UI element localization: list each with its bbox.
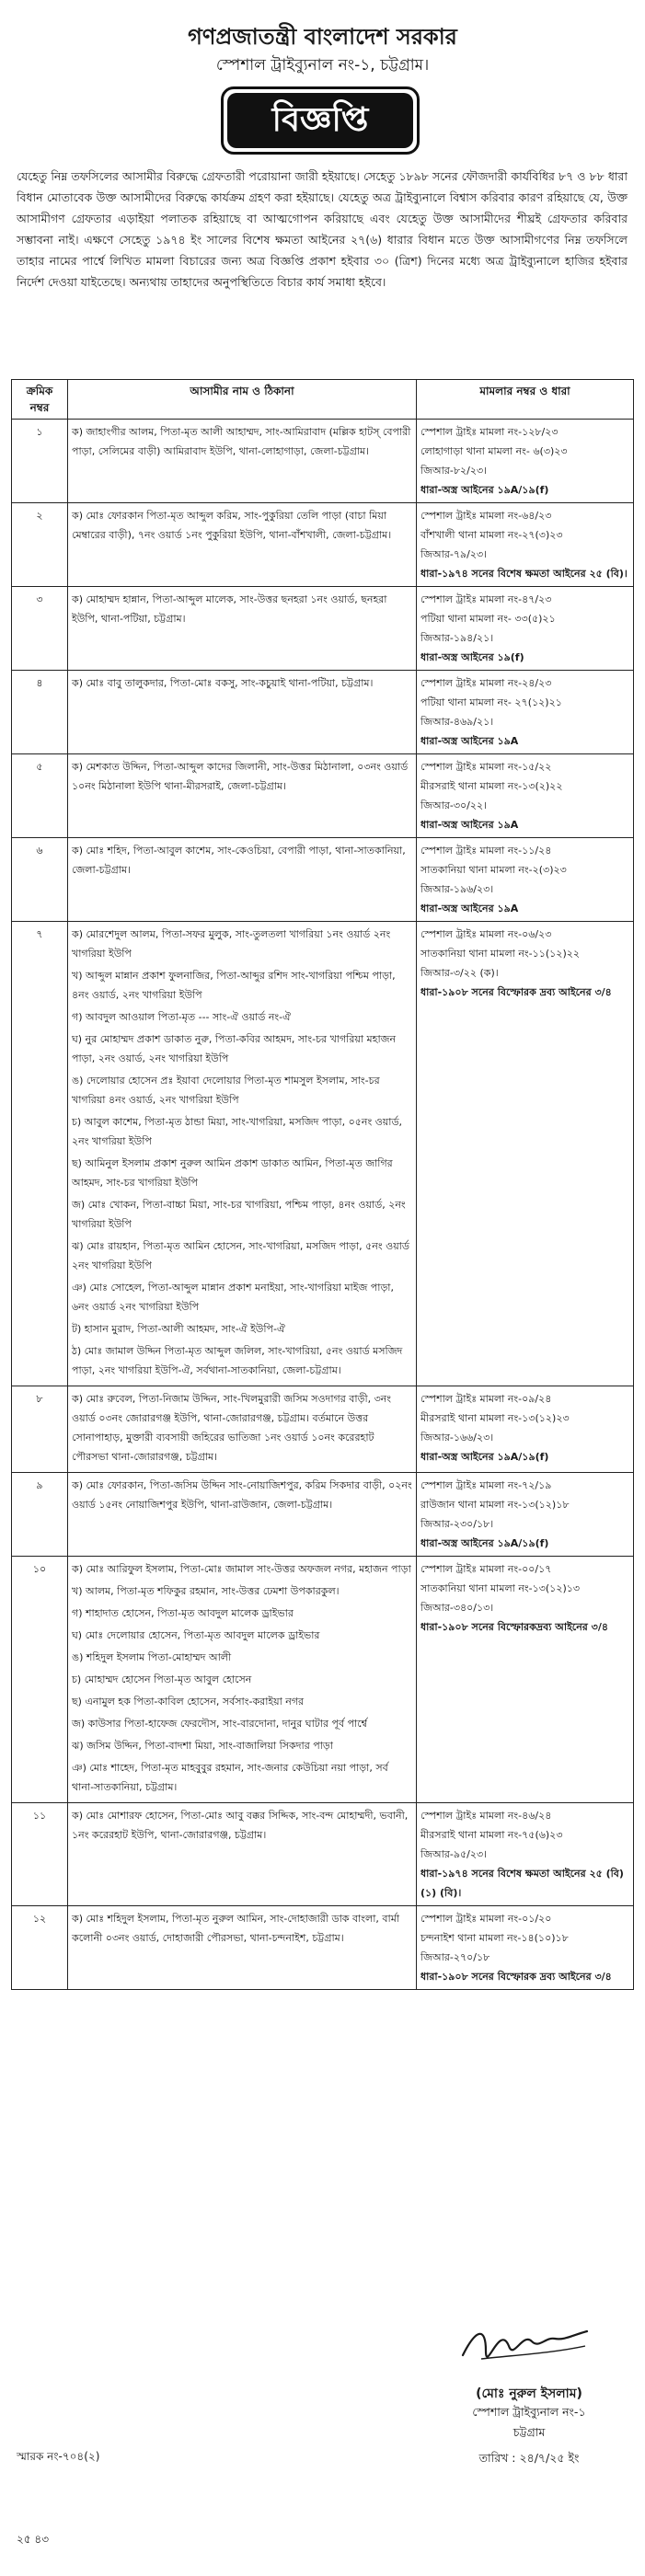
table-row [12, 587, 634, 671]
accused-entry: খ) আলম, পিতা-মৃত শফিকুর রহমান, সাং-উত্তর ঢেমশা উপকারকুল। [72, 1585, 340, 1597]
case-line: স্পেশাল ট্রাইঃ মামলা নং-১১/২৪ [420, 845, 552, 857]
signatory-designation: স্পেশাল ট্রাইব্যুনাল নং-১ [472, 2405, 586, 2419]
accused-entry: ক) মোঃ শহিদ, পিতা-আবুল কাশেম, সাং-কেওচিয়া, বেপারী পাড়া, থানা-সাতকানিয়া, জেলা-চট্টগ্রাম। [72, 845, 406, 876]
case-line: স্পেশাল ট্রাইঃ মামলা নং-৭২/১৯ [420, 1479, 552, 1491]
row-serial: ৭ [12, 922, 68, 1386]
accused-entry: ঘ) মোঃ দেলোয়ার হোসেন, পিতা-মৃত আবদুল মালেক ড্রাইভার [72, 1629, 320, 1641]
row-case-cell [417, 1473, 634, 1557]
row-case-cell [417, 1803, 634, 1906]
case-line: মীরসরাই থানা মামলা নং-৭৫(৬)২৩ [420, 1829, 563, 1841]
accused-entry: ক) মোহাম্মদ হান্নান, পিতা-আব্দুল মালেক, সাং-উত্তর ছনহরা ১নং ওয়ার্ড, ছনহরা ইউপি, থানা-পটিয়া, চট্টগ্রাম। [72, 593, 387, 625]
case-line: রাউজান থানা মামলা নং-১৩(১২)১৮ [420, 1499, 570, 1511]
row-accused-cell [68, 503, 417, 587]
row-accused-cell [68, 1803, 417, 1906]
case-section: ধারা-অস্ত্র আইনের ১৯A/১৯(f) [420, 1451, 549, 1463]
case-line: জিআর-৮২/২৩। [420, 465, 488, 477]
case-line: জিআর-২৩০/১৮। [420, 1518, 494, 1530]
case-line: জিআর-৪৬৯/২১। [420, 716, 494, 728]
case-line: স্পেশাল ট্রাইঃ মামলা নং-০০/১৭ [420, 1563, 552, 1575]
case-section: ধারা-অস্ত্র আইনের ১৯(f) [420, 651, 524, 663]
signatory-place: চট্টগ্রাম [513, 2425, 546, 2439]
table-row [12, 503, 634, 587]
table-body [12, 420, 634, 1990]
row-accused-cell [68, 420, 417, 503]
case-line: জিআর-১৯৪/২১। [420, 632, 494, 644]
case-line: জিআর-২৭০/১৮ [420, 1951, 490, 1963]
case-line: লোহাগাড়া থানা মামলা নং- ৬(৩)২৩ [420, 445, 568, 457]
case-line: জিআর-৩৪০/১৩। [420, 1602, 494, 1614]
case-line: স্পেশাল ট্রাইঃ মামলা নং-৪৭/২৩ [420, 593, 552, 605]
case-line: পটিয়া থানা মামলা নং- ২৭(১২)২১ [420, 696, 562, 708]
row-accused-cell [68, 1906, 417, 1990]
accused-entry: চ) আবুল কাশেম, পিতা-মৃত ঠান্ডা মিয়া, সাং-খাগরিয়া, মসজিদ পাড়া, ০৫নং ওয়ার্ড, ২নং খাগরিয়া ইউপি [72, 1116, 403, 1147]
case-section: ধারা-অস্ত্র আইনের ১৯A [420, 819, 519, 831]
case-line: জিআর-১৬৬/২৩। [420, 1432, 494, 1443]
case-line: স্পেশাল ট্রাইঃ মামলা নং-০১/২০ [420, 1913, 552, 1925]
row-accused-cell [68, 754, 417, 838]
accused-entry: ক) মোঃ রুবেল, পিতা-নিজাম উদ্দিন, সাং-খিলমুরারী জসিম সওদাগর বাড়ী, ৩নং ওয়ার্ড ০৩নং জোরারগঞ্জ ইউপি, থানা-জোরারগঞ্জ, চট্টগ্রাম। বর্তমানে উত্তর সোনাপাহাড়, মুক্তারী ব্যবসায়ী জহিরের ভাতিজা ১নং ওয়ার্ড ১০নং করেরহাট পৌরসভা থানা-জোরারগঞ্জ, চট্টগ্রাম। [72, 1393, 392, 1463]
row-accused-cell [68, 1386, 417, 1473]
header-accused: আসামীর নাম ও ঠিকানা [68, 380, 417, 420]
accused-entry: ক) জাহাংগীর আলম, পিতা-মৃত আলী আহাম্মদ, সাং-আমিরাবাদ (মল্লিক হাটস্ বেপারী পাড়া, সেলিমের বাড়ী) আমিরাবাদ ইউপি, থানা-লোহাগাড়া, জেলা-চট্টগ্রাম। [72, 426, 411, 457]
accused-entry: ক) মোরশেদুল আলম, পিতা-সফর মুলুক, সাং-তুলতলা খাগরিয়া ১নং ওয়ার্ড ২নং খাগরিয়া ইউপি [72, 928, 391, 960]
accused-entry: ট) হাসান মুরাদ, পিতা-আলী আহমদ, সাং-ঐ ইউপি-ঐ [72, 1323, 285, 1335]
row-case-cell [417, 754, 634, 838]
accused-entry: চ) মোহাম্মদ হোসেন পিতা-মৃত আবুল হোসেন [72, 1673, 252, 1685]
table-row [12, 671, 634, 754]
table-row [12, 1473, 634, 1557]
case-line: জিআর-৯৫/২৩। [420, 1848, 488, 1860]
accused-entry: ক) মোঃ আরিফুল ইসলাম, পিতা-মোঃ জামাল সাং-উত্তর অফজল নগর, মহাজন পাড়া [72, 1563, 411, 1575]
case-section: ধারা-অস্ত্র আইনের ১৯A [420, 903, 519, 914]
accused-entry: ক) মোঃ বাবু তালুকদার, পিতা-মোঃ বকসু, সাং-কচুয়াই থানা-পটিয়া, চট্টগ্রাম। [72, 677, 374, 689]
case-section: ধারা-১৯৭৪ সনের বিশেষ ক্ষমতা আইনের ২৫ (বি) (১) (বি)। [420, 1868, 624, 1899]
accused-entry: ছ) আমিনুল ইসলাম প্রকাশ নুরুল আমিন প্রকাশ ডাকাত আমিন, পিতা-মৃত জাগির আহমদ, সাং-চর খাগরিয়া ইউপি [72, 1157, 393, 1189]
table-row [12, 1386, 634, 1473]
row-serial: ১২ [12, 1906, 68, 1990]
accused-entry: ঝ) জসিম উদ্দিন, পিতা-বাদশা মিয়া, সাং-বাজালিয়া সিকদার পাড়া [72, 1740, 333, 1752]
accused-entry: ঙ) শহিদুল ইসলাম পিতা-মোহাম্মদ আলী [72, 1651, 232, 1663]
accused-entry: ক) মোঃ ফোরকান পিতা-মৃত আব্দুল করিম, সাং-পুকুরিয়া তেলি পাড়া (বাচা মিয়া মেম্বারের বাড়ী), ৭নং ওয়ার্ড ১নং পুকুরিয়া ইউপি, থানা-বাঁশখালী, জেলা-চট্টগ্রাম। [72, 510, 392, 541]
accused-entry: ঞ) মোঃ শাহেদ, পিতা-মৃত মাহবুবুর রহমান, সাং-জনার কেউচিয়া নয়া পাড়া, সর্ব থানা-সাতকানিয়া, চট্টগ্রাম। [72, 1762, 388, 1793]
case-line: স্পেশাল ট্রাইঃ মামলা নং-১২৮/২৩ [420, 426, 559, 438]
intro-paragraph: যেহেতু নিম্ন তফসিলের আসামীর বিরুদ্ধে গ্রেফতারী পরোয়ানা জারী হইয়াছে। সেহেতু ১৮৯৮ সনের ফৌজদারী কার্যবিধির ৮৭ ও ৮৮ ধারা বিধান মোতাবেক উক্ত আসামীদের বিরুদ্ধে কার্যক্রম গ্রহণ করা হইয়াছে। যেহেতু অত্র ট্রাইব্যুনালে বিশ্বাস করিবার কারণ রহিয়াছে যে, উক্ত আসামীগণ গ্রেফতার এড়াইয়া পলাতক রহিয়াছে বা আত্মগোপন করিয়াছে এবং যেহেতু উক্ত আসামীদের শীঘ্রই গ্রেফতার করিবার সম্ভাবনা নাই। এক্ষণে সেহেতু ১৯৭৪ ইং সালের বিশেষ ক্ষমতা আইনের ২৭(৬) ধারার বিধান মতে উক্ত আসামীগণের নিম্ন তফসিলে তাহার নামের পার্শ্বে লিখিত মামলা বিচারের জন্য অত্র বিজ্ঞপ্তি প্রকাশ হইবার ৩০ (ত্রিশ) দিনের মধ্যে অত্র ট্রাইব্যুনালে হাজির হইবার নির্দেশ দেওয়া যাইতেছে। অন্যথায় তাহাদের অনুপস্থিতিতে বিচার কার্য সমাধা হইবে। [17, 169, 628, 289]
row-serial: ৬ [12, 838, 68, 922]
row-case-cell [417, 503, 634, 587]
footer-code: ২৫ ৪৩ [17, 2533, 49, 2546]
accused-entry: ক) মোঃ মোশারফ হোসেন, পিতা-মোঃ আবু বক্কর সিদ্দিক, সাং-বন্দ মোহাম্মদী, ভবানী, ১নং করেরহাট ইউপি, থানা-জোরারগঞ্জ, চট্টগ্রাম। [72, 1810, 409, 1841]
row-serial: ১ [12, 420, 68, 503]
memo-number: স্মারক নং-৭০৪(২) [17, 2450, 100, 2463]
case-line: জিআর-৩০/২২। [420, 799, 488, 811]
case-line: সাতকানিয়া থানা মামলা নং-১১(১২)২২ [420, 948, 581, 960]
case-line: জিআর-১৯৬/২৩। [420, 883, 494, 895]
row-accused-cell [68, 838, 417, 922]
tribunal-title: স্পেশাল ট্রাইব্যুনাল নং-১, চট্টগ্রাম। [215, 56, 430, 75]
accused-entry: ঙ) দেলোয়ার হোসেন প্রঃ ইয়াবা দেলোয়ার পিতা-মৃত শামসুল ইসলাম, সাং-চর খাগরিয়া ৪নং ওয়ার্ড, ২নং খাগরিয়া ইউপি [72, 1075, 380, 1106]
signatory-name: (মোঃ নুরুল ইসলাম) [476, 2386, 582, 2401]
case-line: মীরসরাই থানা মামলা নং-১৩(১২)২৩ [420, 1412, 570, 1424]
accused-entry: জ) মোঃ খোকন, পিতা-বাচ্চা মিয়া, সাং-চর খাগরিয়া, পশ্চিম পাড়া, ৪নং ওয়ার্ড, ২নং খাগরিয়া ইউপি [72, 1199, 406, 1230]
table-row [12, 420, 634, 503]
notice-title: বিজ্ঞপ্তি [227, 93, 413, 148]
case-line: স্পেশাল ট্রাইঃ মামলা নং-০৬/২৩ [420, 928, 552, 940]
header-case: মামলার নম্বর ও ধারা [417, 380, 634, 420]
case-line: সাতকানিয়া থানা মামলা নং-১৩(১২)১৩ [420, 1582, 581, 1594]
row-serial: ১১ [12, 1803, 68, 1906]
accused-entry: গ) আবদুল আওয়াল পিতা-মৃত --- সাং-ঐ ওয়ার্ড নং-ঐ [72, 1011, 291, 1023]
table-row [12, 1803, 634, 1906]
case-section: ধারা-অস্ত্র আইনের ১৯A [420, 735, 519, 747]
row-case-cell [417, 420, 634, 503]
case-line: জিআর-৩/২২ (ক)। [420, 967, 499, 979]
table-row [12, 1557, 634, 1803]
row-serial: ৯ [12, 1473, 68, 1557]
row-case-cell [417, 838, 634, 922]
accused-entry: ক) মেশকাত উদ্দিন, পিতা-আব্দুল কাদের জিলানী, সাং-উত্তর মিঠানালা, ০৩নং ওয়ার্ড ১০নং মিঠানালা ইউপি থানা-মীরসরাই, জেলা-চট্টগ্রাম। [72, 761, 409, 792]
case-line: সাতকানিয়া থানা মামলা নং-২(৩)২৩ [420, 864, 567, 876]
accused-entry: ক) মোঃ ফোরকান, পিতা-জসিম উদ্দিন সাং-নোয়াজিশপুর, করিম সিকদার বাড়ী, ০২নং ওয়ার্ড ১৫নং নোয়াজিশপুর ইউপি, থানা-রাউজান, জেলা-চট্টগ্রাম। [72, 1479, 412, 1511]
table-row [12, 922, 634, 1386]
case-line: স্পেশাল ট্রাইঃ মামলা নং-১৫/২২ [420, 761, 552, 773]
government-title: গণপ্রজাতন্ত্রী বাংলাদেশ সরকার [188, 24, 457, 50]
case-table [11, 379, 634, 1990]
case-line: বাঁশখালী থানা মামলা নং-২৭(৩)২৩ [420, 529, 563, 541]
row-case-cell [417, 1386, 634, 1473]
row-serial: ৪ [12, 671, 68, 754]
case-line: স্পেশাল ট্রাইঃ মামলা নং-২৪/২৩ [420, 677, 552, 689]
row-serial: ৩ [12, 587, 68, 671]
row-serial: ২ [12, 503, 68, 587]
signature-date: তারিখ : ২৪/৭/২৫ ইং [478, 2451, 580, 2465]
case-line: স্পেশাল ট্রাইঃ মামলা নং-৬৪/২৩ [420, 510, 552, 522]
case-line: জিআর-৭৯/২৩। [420, 548, 488, 560]
row-case-cell [417, 1906, 634, 1990]
case-line: স্পেশাল ট্রাইঃ মামলা নং-০৯/২৪ [420, 1393, 552, 1405]
row-case-cell [417, 922, 634, 1386]
accused-entry: ঘ) নুর মোহাম্মদ প্রকাশ ডাকাত নুরু, পিতা-কবির আহমদ, সাং-চর খাগরিয়া মহাজন পাড়া, ২নং ওয়ার্ড, ২নং খাগরিয়া ইউপি [72, 1033, 397, 1064]
case-line: মীরসরাই থানা মামলা নং-১৩(২)২২ [420, 780, 563, 792]
row-accused-cell [68, 671, 417, 754]
row-accused-cell [68, 1473, 417, 1557]
accused-entry: ঠ) মোঃ জামাল উদ্দিন পিতা-মৃত আব্দুল জলিল, সাং-খাগরিয়া, ৫নং ওয়ার্ড মসজিদ পাড়া, ২নং খাগরিয়া ইউপি-ঐ, সর্বথানা-সাতকানিয়া, জেলা-চট্টগ্রাম। [72, 1345, 403, 1376]
table-row [12, 754, 634, 838]
notice-title-box [221, 86, 420, 155]
case-line: চন্দনাইশ থানা মামলা নং-১৪(১০)১৮ [420, 1932, 569, 1944]
case-section: ধারা-অস্ত্র আইনের ১৯A/১৯(f) [420, 1537, 549, 1549]
row-serial: ৫ [12, 754, 68, 838]
row-serial: ৮ [12, 1386, 68, 1473]
table-row [12, 1906, 634, 1990]
row-accused-cell [68, 922, 417, 1386]
row-serial: ১০ [12, 1557, 68, 1803]
accused-entry: গ) শাহাদাত হোসেন, পিতা-মৃত আবদুল মালেক ড্রাইভার [72, 1607, 294, 1619]
case-line: পটিয়া থানা মামলা নং- ৩৩(৫)২১ [420, 613, 556, 625]
case-section: ধারা-অস্ত্র আইনের ১৯A/১৯(f) [420, 484, 549, 496]
case-section: ধারা-১৯০৮ সনের বিস্ফোরক দ্রব্য আইনের ৩/৪ [420, 986, 612, 998]
case-section: ধারা-১৯৭৪ সনের বিশেষ ক্ষমতা আইনের ২৫ (বি)। [420, 568, 628, 580]
header-serial: ক্রমিক নম্বর [12, 380, 68, 420]
signature-image [458, 2318, 596, 2372]
row-case-cell [417, 1557, 634, 1803]
accused-entry: খ) আব্দুল মান্নান প্রকাশ ফুলনাজির, পিতা-আব্দুর রশিদ সাং-খাগরিয়া পশ্চিম পাড়া, ৪নং ওয়ার্ড, ২নং খাগরিয়া ইউপি [72, 970, 396, 1001]
accused-entry: জ) কাউসার পিতা-হাফেজ ফেরদৌস, সাং-বারদোনা, দানুর ঘাটার পূর্ব পার্শ্বে [72, 1718, 367, 1730]
row-accused-cell [68, 587, 417, 671]
table-row [12, 838, 634, 922]
case-line: স্পেশাল ট্রাইঃ মামলা নং-৪৬/২৪ [420, 1810, 552, 1822]
accused-entry: ঝ) মোঃ রায়হান, পিতা-মৃত আমিন হোসেন, সাং-খাগরিয়া, মসজিদ পাড়া, ৫নং ওয়ার্ড ২নং খাগরিয়া ইউপি [72, 1240, 409, 1271]
accused-entry: ক) মোঃ শহিদুল ইসলাম, পিতা-মৃত নুরুল আমিন, সাং-দোহাজারী ডাক বাংলা, বার্মা কলোনী ০৩নং ওয়ার্ড, দোহাজারী পৌরসভা, থানা-চন্দনাইশ, চট্টগ্রাম। [72, 1913, 400, 1944]
accused-entry: ছ) এনামুল হক পিতা-কাবিল হোসেন, সর্বসাং-করাইয়া নগর [72, 1696, 305, 1708]
accused-entry: ঞ) মোঃ সোহেল, পিতা-আব্দুল মান্নান প্রকাশ মনাইয়া, সাং-খাগরিয়া মাইজ পাড়া, ৬নং ওয়ার্ড ২নং খাগরিয়া ইউপি [72, 1282, 394, 1313]
row-accused-cell [68, 1557, 417, 1803]
case-section: ধারা-১৯০৮ সনের বিস্ফোরকদ্রব্য আইনের ৩/৪ [420, 1621, 608, 1633]
table-header-row [12, 380, 634, 420]
case-section: ধারা-১৯০৮ সনের বিস্ফোরক দ্রব্য আইনের ৩/৪ [420, 1971, 612, 1983]
row-case-cell [417, 671, 634, 754]
row-case-cell [417, 587, 634, 671]
